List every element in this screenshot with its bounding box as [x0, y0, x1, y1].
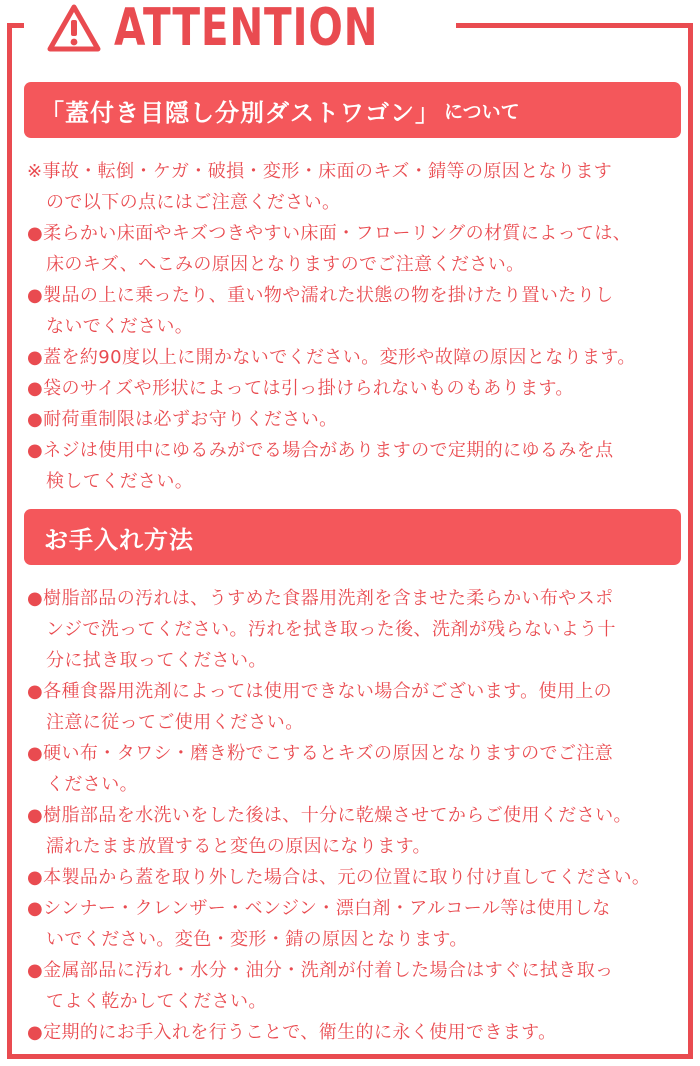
list-item [27, 342, 687, 373]
list-item-line: 床のキズ、へこみの原因となりますのでご注意ください。 [46, 254, 525, 275]
list-item-line: ●金属部品に汚れ・水分・油分・洗剤が付着した場合はすぐに拭き取っ [27, 960, 614, 981]
list-item-line: ●製品の上に乗ったり、重い物や濡れた状態の物を掛けたり置いたりし [27, 285, 614, 306]
care-list [27, 583, 687, 1048]
list-item-line: ●袋のサイズや形状によっては引っ掛けられないものもあります。 [27, 378, 574, 399]
list-item-line: ●本製品から蓋を取り外した場合は、元の位置に取り付け直してください。 [27, 867, 651, 888]
list-item-line: てよく乾かしてください。 [46, 991, 267, 1012]
section-heading-care [24, 509, 681, 565]
list-item [27, 800, 687, 862]
list-item [27, 583, 687, 676]
section-heading-title: お手入れ方法 [44, 525, 194, 554]
list-item-line: ンジで洗ってください。汚れを拭き取った後、洗剤が残らないよう十 [46, 619, 616, 640]
list-item [27, 435, 687, 497]
list-item-line: ●定期的にお手入れを行うことで、衛生的に永く使用できます。 [27, 1022, 557, 1043]
list-item [27, 280, 687, 342]
list-item [27, 156, 687, 218]
section-heading-about [24, 82, 681, 138]
section-heading-suffix: について [444, 100, 520, 123]
list-item-line: ※事故・転倒・ケガ・破損・変形・床面のキズ・錆等の原因となります [27, 161, 613, 182]
list-item [27, 893, 687, 955]
caution-list [27, 156, 687, 497]
list-item-line: 分に拭き取ってください。 [46, 650, 267, 671]
list-item-line: 濡れたまま放置すると変色の原因になります。 [46, 836, 431, 857]
list-item-line: 検してください。 [46, 471, 194, 492]
list-item [27, 955, 687, 1017]
list-item-line: いでください。変色・変形・錆の原因となります。 [46, 929, 468, 950]
list-item-line: ●柔らかい床面やキズつきやすい床面・フローリングの材質によっては、 [27, 223, 632, 244]
list-item-line: ●ネジは使用中にゆるみがでる場合がありますので定期的にゆるみを点 [27, 440, 614, 461]
list-item [27, 738, 687, 800]
list-item-line: ください。 [46, 774, 138, 795]
list-item-line: ●蓋を約90度以上に開かないでください。変形や故障の原因となります。 [27, 347, 636, 368]
list-item-line: ●樹脂部品を水洗いをした後は、十分に乾燥させてからご使用ください。 [27, 805, 632, 826]
list-item-line: ●シンナー・クレンザー・ベンジン・漂白剤・アルコール等は使用しな [27, 898, 611, 919]
list-item-line: ないでください。 [46, 316, 194, 337]
warning-triangle-icon [46, 3, 102, 53]
list-item [27, 862, 687, 893]
list-item-line: ●硬い布・タワシ・磨き粉でこするとキズの原因となりますのでご注意 [27, 743, 614, 764]
attention-title: ATTENTION [114, 0, 379, 58]
list-item [27, 1017, 687, 1048]
list-item-line: 注意に従ってご使用ください。 [46, 712, 304, 733]
list-item-line: ●各種食器用洗剤によっては使用できない場合がございます。使用上の [27, 681, 613, 702]
list-item [27, 218, 687, 280]
list-item [27, 404, 687, 435]
list-item [27, 373, 687, 404]
list-item-line: ので以下の点にはご注意ください。 [46, 192, 341, 213]
list-item [27, 676, 687, 738]
list-item-line: ●耐荷重制限は必ずお守りください。 [27, 409, 338, 430]
attention-header [24, 0, 456, 56]
section-heading-title: 「蓋付き目隠し分別ダストワゴン」 [40, 98, 440, 127]
list-item-line: ●樹脂部品の汚れは、うすめた食器用洗剤を含ませた柔らかい布やスポ [27, 588, 614, 609]
